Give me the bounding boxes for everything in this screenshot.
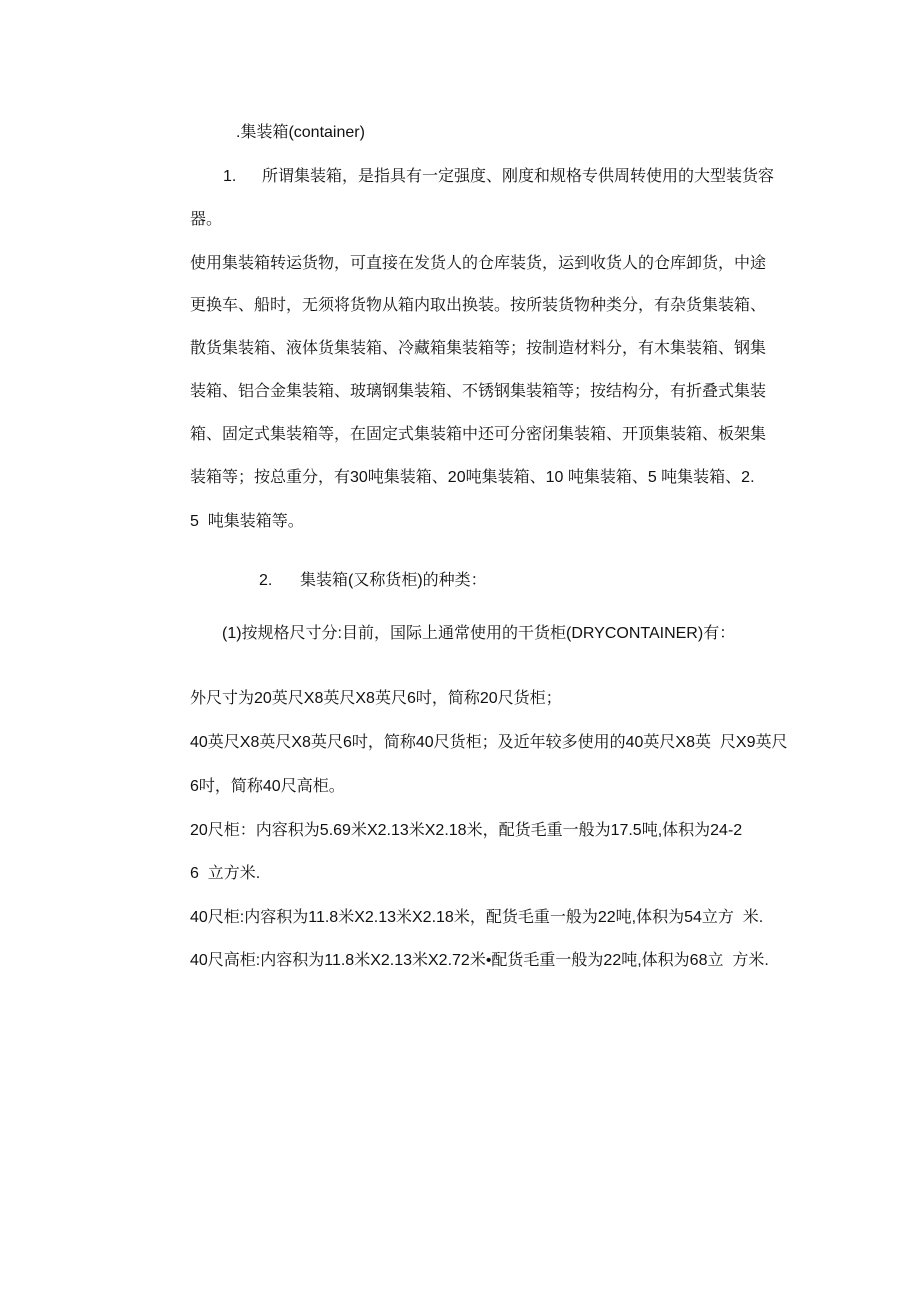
paragraph-line: 外尺寸为20英尺X8英尺X8英尺6吋，简称20尺货柜； [190, 690, 562, 707]
paragraph-line: 装箱、铝合金集装箱、玻璃钢集装箱、不锈钢集装箱等；按结构分，有折叠式集装 [190, 383, 767, 400]
paragraph-line: 使用集装箱转运货物，可直接在发货人的仓库装货，运到收货人的仓库卸货，中途 [190, 255, 767, 272]
section-2-number: 2. [259, 572, 273, 589]
paragraph-line: 更换车、船时，无须将货物从箱内取出换装。按所装货物种类分，有杂货集装箱、 [190, 297, 767, 314]
paragraph-line: 散货集装箱、液体货集装箱、冷藏箱集装箱等；按制造材料分，有木集装箱、钢集 [190, 340, 767, 357]
paragraph-line: 器。 [190, 211, 223, 228]
section-2-heading: 集装箱(又称货柜)的种类： [300, 572, 487, 589]
paragraph-line: 40尺柜:内容积为11.8米X2.13米X2.18米，配货毛重一般为22吨,体积为54立方 米. [190, 909, 764, 926]
paragraph-line: 6 立方米. [190, 865, 261, 882]
paragraph-line: 箱、固定式集装箱等，在固定式集装箱中还可分密闭集装箱、开顶集装箱、板架集 [190, 426, 767, 443]
subsection-heading: (1)按规格尺寸分:目前，国际上通常使用的干货柜(DRYCONTAINER)有： [222, 625, 736, 642]
paragraph-line: 40英尺X8英尺X8英尺6吋，简称40尺货柜；及近年较多使用的40英尺X8英 尺X9英尺 [190, 734, 788, 751]
paragraph-line: 装箱等；按总重分，有30吨集装箱、20吨集装箱、10 吨集装箱、5 吨集装箱、2. [190, 469, 755, 486]
document-title: .集装箱(container) [236, 124, 365, 141]
paragraph-line: 5 吨集装箱等。 [190, 513, 304, 530]
paragraph-line: 所谓集装箱，是指具有一定强度、刚度和规格专供周转使用的大型装货容 [262, 168, 775, 185]
paragraph-line: 20尺柜：内容积为5.69米X2.13米X2.18米，配货毛重一般为17.5吨,体积为24-2 [190, 822, 743, 839]
paragraph-line: 40尺高柜:内容积为11.8米X2.13米X2.72米•配货毛重一般为22吨,体积为68立 方米. [190, 952, 769, 969]
section-1-number: 1. [223, 168, 237, 185]
paragraph-line: 6吋，简称40尺高柜。 [190, 778, 345, 795]
